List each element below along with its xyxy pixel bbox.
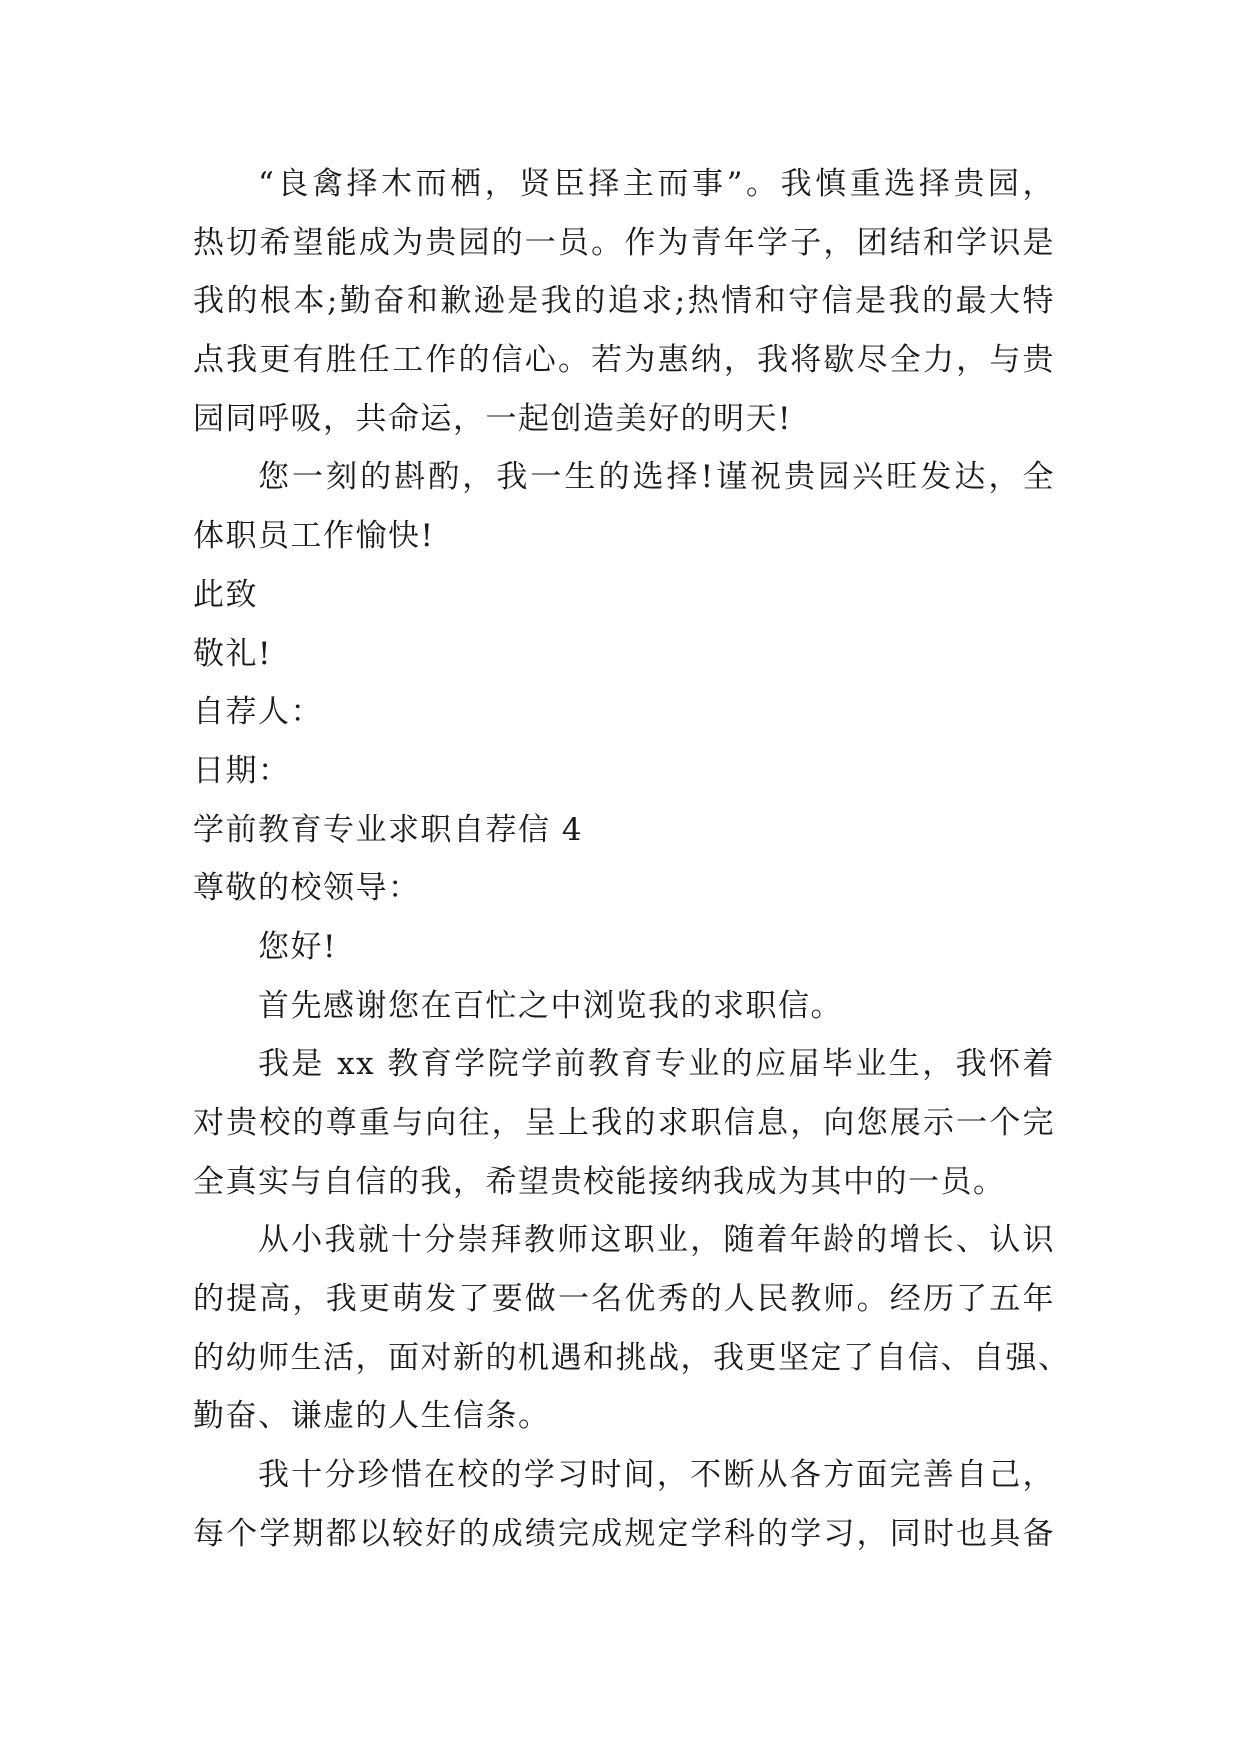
paragraph-line: 首先感谢您在百忙之中浏览我的求职信。 [258, 987, 843, 1024]
paragraph-line: “良禽择木而栖，贤臣择主而事”。我慎重选择贵园， [258, 166, 1055, 202]
paragraph-line: 园同呼吸，共命运，一起创造美好的明天! [193, 400, 792, 437]
greeting-line: 您好! [258, 928, 337, 965]
section-title: 学前教育专业求职自荐信 4 [193, 811, 584, 848]
paragraph-line: 我十分珍惜在校的学习时间，不断从各方面完善自己， [258, 1457, 1055, 1494]
paragraph-line: 全真实与自信的我，希望贵校能接纳我成为其中的一员。 [193, 1163, 1006, 1200]
closing-salutation: 敬礼! [193, 635, 272, 672]
paragraph-line: 热切希望能成为贵园的一员。作为青年学子，团结和学识是 [193, 224, 1055, 261]
letter-salutation: 尊敬的校领导： [193, 870, 421, 907]
paragraph-line: 的提高，我更萌发了要做一名优秀的人民教师。经历了五年 [193, 1281, 1055, 1318]
paragraph-line: 每个学期都以较好的成绩完成规定学科的学习，同时也具备 [193, 1515, 1055, 1552]
paragraph-line: 点我更有胜任工作的信心。若为惠纳，我将歇尽全力，与贵 [193, 342, 1055, 379]
document-body [193, 155, 1071, 1564]
paragraph-line: 从小我就十分崇拜教师这职业，随着年龄的增长、认识 [258, 1222, 1055, 1259]
paragraph-line: 您一刻的斟酌，我一生的选择!谨祝贵园兴旺发达，全 [258, 459, 1055, 496]
signature-label: 自荐人： [193, 694, 323, 731]
closing-line: 此致 [193, 576, 258, 613]
paragraph-line: 体职员工作愉快! [193, 518, 435, 555]
paragraph-line: 对贵校的尊重与向往，呈上我的求职信息，向您展示一个完 [193, 1105, 1055, 1141]
paragraph-line: 勤奋、谦虚的人生信条。 [193, 1398, 551, 1435]
paragraph-line: 我的根本;勤奋和歉逊是我的追求;热情和守信是我的最大特 [193, 283, 1055, 320]
paragraph-line: 的幼师生活，面对新的机遇和挑战，我更坚定了自信、自强、 [193, 1339, 1071, 1376]
date-label: 日期： [193, 752, 291, 789]
paragraph-line: 我是 xx 教育学院学前教育专业的应届毕业生，我怀着 [258, 1046, 1055, 1083]
